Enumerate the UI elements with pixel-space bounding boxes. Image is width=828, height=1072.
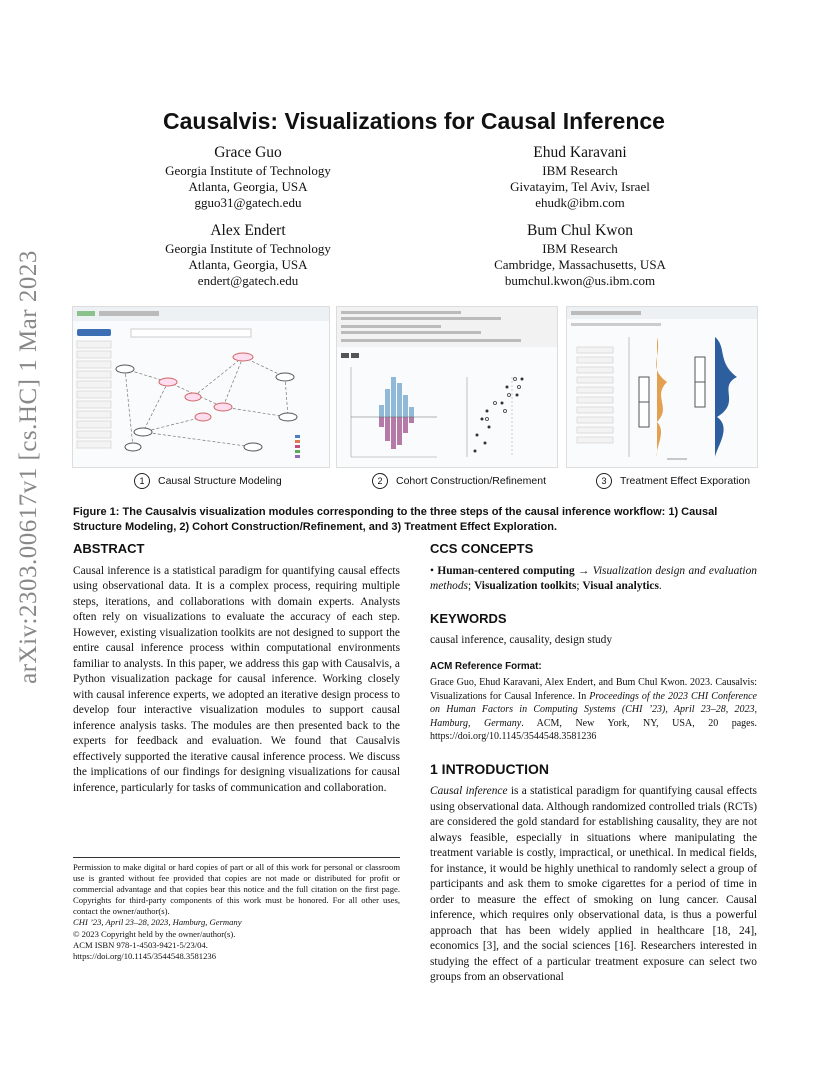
figure-label-3 (596, 473, 750, 489)
author-email: endert@gatech.edu (197, 273, 299, 288)
figure-label-2 (372, 473, 546, 489)
right-column (430, 541, 757, 986)
author-name: Ehud Karavani (533, 144, 627, 161)
conference-info: CHI ’23, April 23–28, 2023, Hamburg, Germany (73, 917, 242, 928)
panel-label: Causal Structure Modeling (158, 475, 282, 487)
author-name: Bum Chul Kwon (527, 222, 633, 239)
arxiv-id: arXiv:2303.00617v1 [cs.HC] 1 Mar 2023 (15, 250, 42, 684)
intro-heading: 1 INTRODUCTION (430, 760, 549, 777)
intro-text (430, 784, 757, 986)
isbn-text: ACM ISBN 978-1-4503-9421-5/23/04. (73, 939, 208, 950)
author-affiliation: Georgia Institute of Technology (165, 163, 331, 178)
dag-screenshot (73, 307, 329, 467)
panel-label: Cohort Construction/Refinement (396, 475, 546, 487)
acm-ref-part: Grace Guo, Ehud Karavani, Alex Endert, and Bum Chul Kwon. 2023. Causalvis: Visualizations for Causal Inference. In (430, 677, 757, 702)
ccs-end: . (658, 580, 662, 592)
panel-number: 1 (134, 473, 150, 489)
figure-label-1 (134, 473, 282, 489)
ccs-heading: CCS CONCEPTS (430, 541, 534, 556)
arxiv-stamp (12, 250, 46, 684)
figure-panel-cohort (336, 306, 558, 468)
intro-body: is a statistical paradigm for quantifying causal effects using observational data. Although randomized controlled trials (RCTs) are considered the gold standard for establishing causality, they are not always feasible, especially in situations where manipulating the treatment variable is costly, impractical, or unethical. In medical fields, for instance, it would be highly unethical to randomly select a group of participants and ask them to smoke cigarettes for a period of time in order to measure the effect of smoking on lung cancer. Causal inference, which requires only observational data, is thus a powerful approach that has been widely applied in healthcare [18, 24], economics [3], and the social sciences [16]. Researchers interested in studying the effect of a particular treatment exposure can select two groups from an observational (430, 785, 757, 983)
author-block-4 (430, 221, 730, 289)
effect-screenshot (567, 307, 757, 467)
ccs-separator: ; (467, 580, 474, 592)
acm-ref-part: . ACM, New York, NY, USA, 20 pages. https://doi.org/10.1145/3544548.3581236 (430, 717, 757, 742)
intro-lead: Causal inference (430, 785, 508, 797)
keywords-heading: KEYWORDS (430, 610, 507, 626)
ccs-text (430, 564, 757, 595)
abstract-text: Causal inference is a statistical paradigm for quantifying causal effects using observational data. It is a complex process, requiring multiple steps, iterations, and collaborations with domain experts. Analysts often rely on visualizations to evaluate the accuracy of each step. However, existing visualization toolkits are not designed to support the entire causal inference process within computational environments familiar to analysts. In this paper, we address this gap with Causalvis, a Python visualization package for causal inference. Working closely with causal inference experts, we adopted an iterative design process to develop four interactive visualization modules to support causal inference analysis tasks. The modules are then presented back to the experts for feedback and evaluation. We found that Causalvis effectively supported the iterative causal inference process. We discuss the implications of our findings for designing visualizations for causal inference, particularly for tasks of communication and collaboration. (73, 564, 400, 794)
author-location: Atlanta, Georgia, USA (188, 257, 308, 272)
author-block-1 (98, 143, 398, 211)
ccs-concept: Visualization toolkits (473, 580, 577, 592)
figure-panel-dag (72, 306, 330, 468)
ccs-arrow: → (574, 564, 593, 577)
acm-ref-text (430, 676, 757, 744)
author-location: Atlanta, Georgia, USA (188, 179, 308, 194)
permission-footnote (73, 857, 400, 962)
copyright-text: © 2023 Copyright held by the owner/author(s). (73, 928, 236, 939)
figure-caption: Figure 1: The Causalvis visualization modules corresponding to the three steps of the causal inference workflow: 1) Causal Structure Modeling, 2) Cohort Construction/Refinement, and 3) Treatment Effect Exploration. (73, 506, 718, 533)
author-location: Cambridge, Massachusetts, USA (494, 257, 666, 272)
ccs-separator: ; (576, 580, 583, 592)
panel-label: Treatment Effect Exporation (620, 475, 751, 487)
author-email: ehudk@ibm.com (535, 195, 625, 210)
author-affiliation: IBM Research (542, 163, 618, 178)
abstract-section (73, 541, 400, 796)
doi-text: https://doi.org/10.1145/3544548.3581236 (73, 950, 216, 961)
panel-number: 3 (596, 473, 612, 489)
panel-number: 2 (372, 473, 388, 489)
ccs-concept: Visual analytics (582, 580, 659, 592)
permission-text: Permission to make digital or hard copies of part or all of this work for personal or classroom use is granted without fee provided that copies are not made or distributed for profit or commercial advantage and that copies bear this notice and the full citation on the first page. Copyrights for third-party components of this work must be honored. For all other uses, contact the owner/author(s). (73, 862, 400, 917)
author-email: bumchul.kwon@us.ibm.com (504, 273, 656, 288)
acm-ref-venue: Proceedings of the 2023 CHI Conference on Human Factors in Computing Systems (CHI ’23), April 23–28, 2023, Hamburg, Germany (430, 690, 757, 729)
abstract-heading: ABSTRACT (73, 541, 145, 556)
author-name: Grace Guo (214, 144, 282, 161)
paper-title: Causalvis: Visualizations for Causal Inference (163, 108, 665, 134)
author-location: Givatayim, Tel Aviv, Israel (510, 179, 650, 194)
author-affiliation: Georgia Institute of Technology (165, 241, 331, 256)
author-block-3 (98, 221, 398, 289)
author-email: gguo31@gatech.edu (194, 195, 302, 210)
author-block-2 (430, 143, 730, 211)
author-name: Alex Endert (210, 222, 286, 239)
ccs-concept: Visualization design and evaluation methods (430, 564, 757, 592)
keywords-text: causal inference, causality, design study (430, 634, 613, 646)
cohort-screenshot (337, 307, 557, 467)
figure-panel-effect (566, 306, 758, 468)
acm-ref-heading: ACM Reference Format: (430, 660, 542, 672)
author-affiliation: IBM Research (542, 241, 618, 256)
ccs-concept: Human-centered computing (437, 564, 575, 577)
bullet: • (430, 564, 434, 577)
